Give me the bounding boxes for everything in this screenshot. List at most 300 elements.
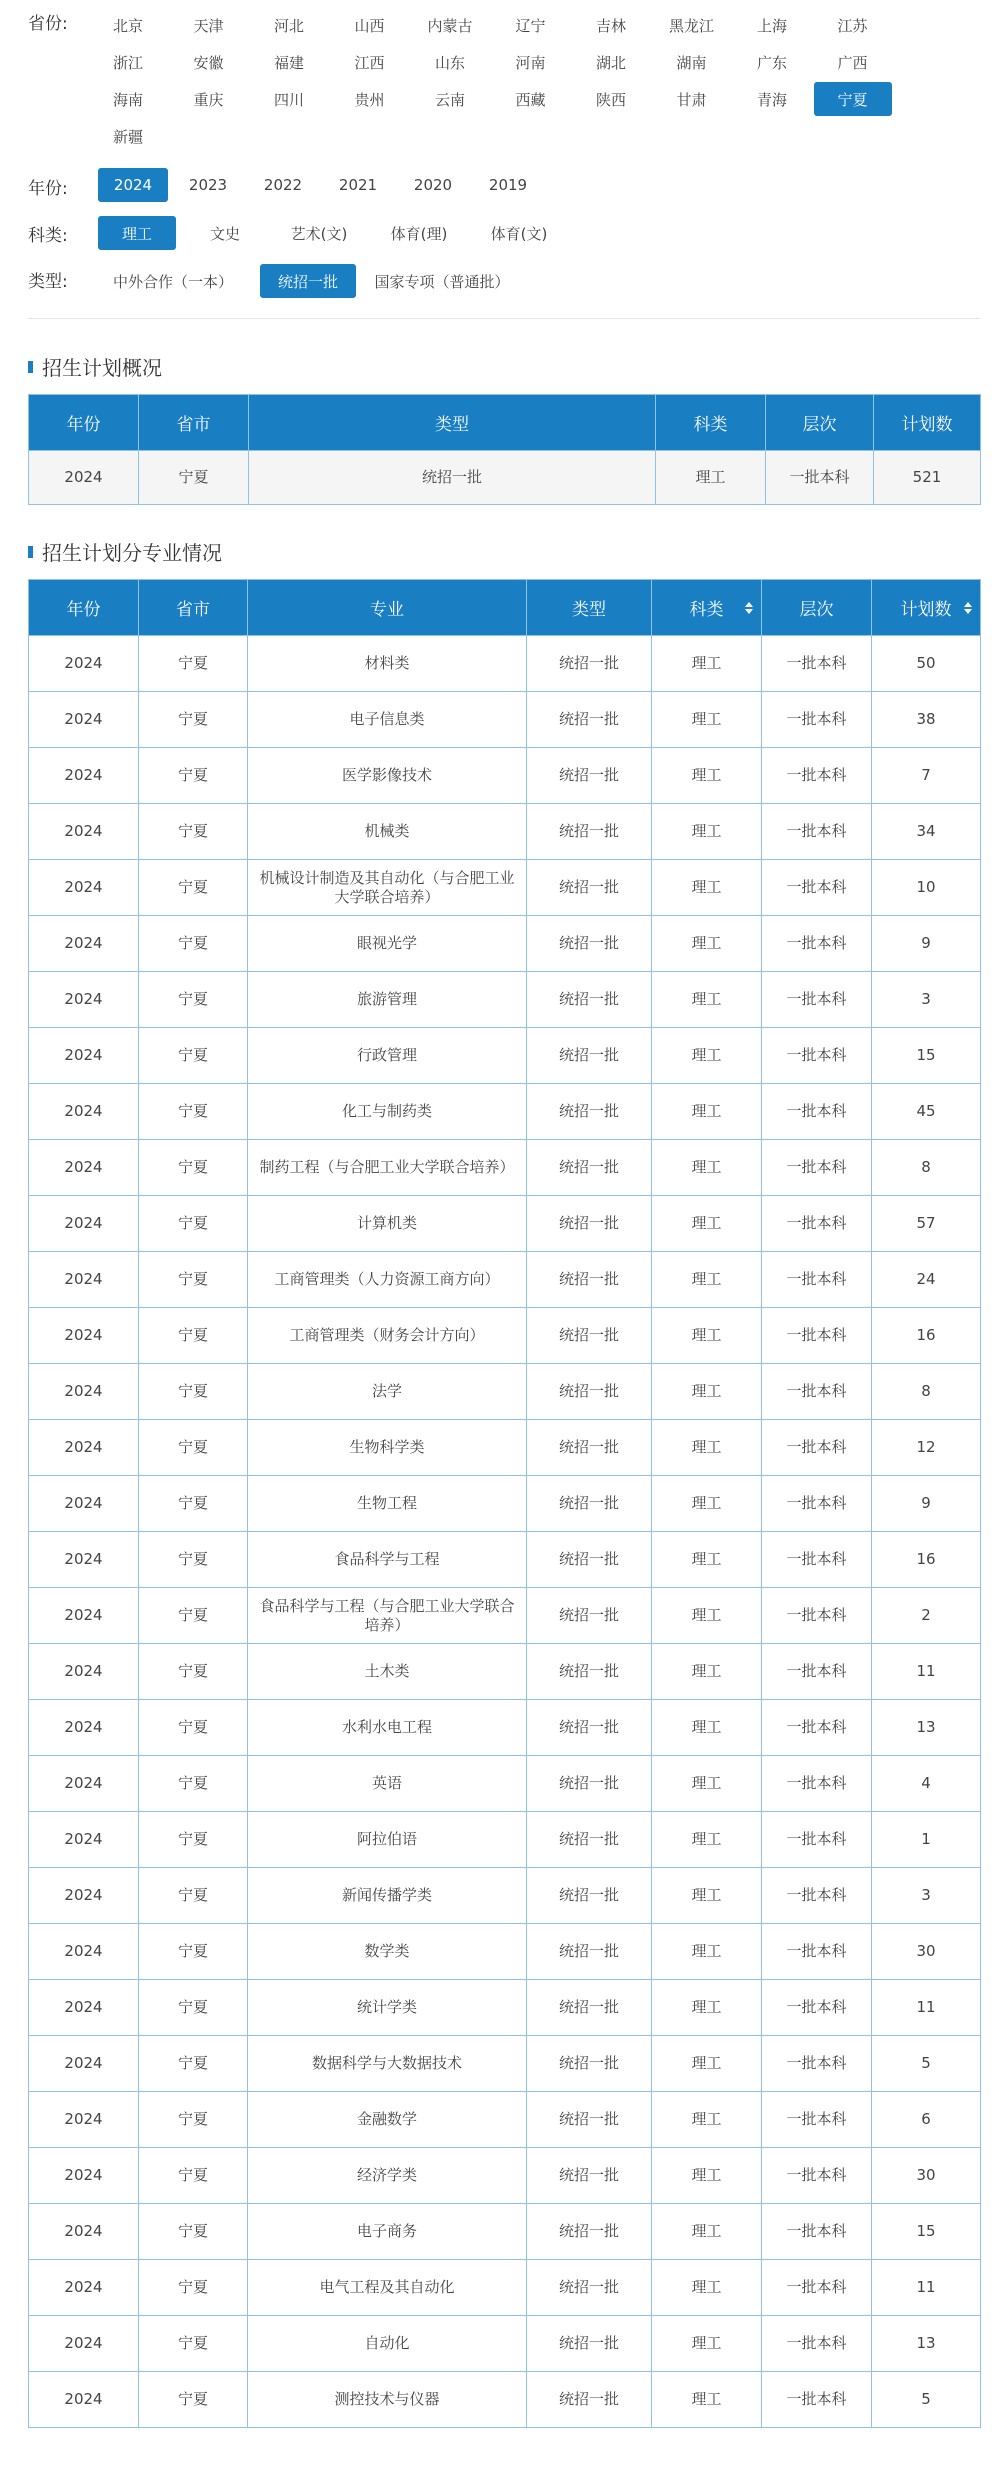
column-header-label: 类型	[572, 600, 606, 620]
table-cell: 宁夏	[139, 1140, 248, 1196]
column-header: 省市	[139, 395, 249, 451]
table-cell: 一批本科	[762, 748, 872, 804]
table-cell: 一批本科	[762, 1644, 872, 1700]
major-name-cell: 数学类	[248, 1924, 527, 1980]
type-label: 类型:	[28, 272, 68, 292]
province-option[interactable]: 云南	[434, 90, 465, 109]
table-cell: 统招一批	[527, 2372, 652, 2428]
table-cell: 521	[874, 451, 981, 505]
table-cell: 理工	[652, 2260, 762, 2316]
table-cell: 理工	[652, 916, 762, 972]
column-header	[762, 580, 872, 636]
table-cell: 理工	[652, 2204, 762, 2260]
table-row	[29, 748, 981, 804]
table-cell: 统招一批	[527, 1700, 652, 1756]
province-option[interactable]: 江西	[354, 53, 385, 72]
table-cell: 宁夏	[139, 1700, 248, 1756]
majors-title: 招生计划分专业情况	[42, 541, 222, 565]
province-option[interactable]: 福建	[273, 53, 304, 72]
year-option[interactable]: 2023	[188, 176, 228, 194]
column-header-label: 专业	[370, 600, 404, 620]
type-option[interactable]: 统招一批	[260, 264, 356, 298]
table-cell: 统招一批	[527, 1196, 652, 1252]
table-row	[29, 1980, 981, 2036]
table-cell: 2024	[29, 1924, 139, 1980]
province-option[interactable]: 天津	[193, 16, 224, 35]
table-cell: 宁夏	[139, 1196, 248, 1252]
year-options	[98, 168, 548, 202]
major-name-cell: 化工与制药类	[248, 1084, 527, 1140]
column-header	[29, 580, 139, 636]
table-row	[29, 1308, 981, 1364]
table-cell: 统招一批	[527, 1980, 652, 2036]
major-name-cell: 食品科学与工程	[248, 1532, 527, 1588]
table-cell: 理工	[652, 1028, 762, 1084]
table-cell: 宁夏	[139, 451, 249, 505]
table-cell: 2024	[29, 972, 139, 1028]
table-cell: 统招一批	[527, 692, 652, 748]
year-option[interactable]: 2022	[263, 176, 303, 194]
table-cell: 一批本科	[762, 1812, 872, 1868]
province-option[interactable]: 青海	[756, 90, 787, 109]
table-cell: 宁夏	[139, 1756, 248, 1812]
table-cell: 一批本科	[762, 2092, 872, 2148]
title-marker	[28, 546, 33, 558]
table-cell: 2024	[29, 1140, 139, 1196]
subject-option[interactable]: 理工	[98, 216, 176, 250]
table-cell: 一批本科	[762, 2036, 872, 2092]
table-cell: 统招一批	[527, 1756, 652, 1812]
table-row	[29, 860, 981, 916]
province-option[interactable]: 浙江	[112, 53, 143, 72]
province-option[interactable]: 上海	[756, 16, 787, 35]
table-cell: 宁夏	[139, 1084, 248, 1140]
table-cell: 宁夏	[139, 2204, 248, 2260]
table-cell: 宁夏	[139, 1644, 248, 1700]
major-name-cell: 工商管理类（人力资源工商方向）	[248, 1252, 527, 1308]
table-cell: 13	[872, 1700, 981, 1756]
table-row	[29, 916, 981, 972]
table-cell: 宁夏	[139, 1868, 248, 1924]
table-cell: 2024	[29, 2316, 139, 2372]
table-cell: 2024	[29, 1028, 139, 1084]
table-cell: 理工	[652, 1364, 762, 1420]
major-name-cell: 工商管理类（财务会计方向）	[248, 1308, 527, 1364]
major-name-cell: 食品科学与工程（与合肥工业大学联合培养）	[248, 1588, 527, 1644]
table-cell: 统招一批	[527, 1420, 652, 1476]
table-cell: 2024	[29, 1252, 139, 1308]
province-option[interactable]: 山东	[434, 53, 465, 72]
table-cell: 宁夏	[139, 916, 248, 972]
table-cell: 统招一批	[527, 804, 652, 860]
table-cell: 34	[872, 804, 981, 860]
table-cell: 10	[872, 860, 981, 916]
table-cell: 1	[872, 1812, 981, 1868]
table-cell: 一批本科	[762, 1756, 872, 1812]
subject-filter	[28, 219, 98, 253]
table-row	[29, 1364, 981, 1420]
type-options	[98, 264, 528, 298]
table-cell: 理工	[652, 2372, 762, 2428]
major-name-cell: 数据科学与大数据技术	[248, 2036, 527, 2092]
table-cell: 一批本科	[762, 1980, 872, 2036]
major-name-cell: 生物科学类	[248, 1420, 527, 1476]
title-marker	[28, 361, 33, 373]
table-row	[29, 1588, 981, 1644]
table-cell: 57	[872, 1196, 981, 1252]
table-row	[29, 1140, 981, 1196]
table-row	[29, 1252, 981, 1308]
table-cell: 2024	[29, 1812, 139, 1868]
province-option[interactable]: 宁夏	[814, 82, 892, 116]
table-cell: 5	[872, 2036, 981, 2092]
table-cell: 理工	[652, 1308, 762, 1364]
subject-option[interactable]: 体育(理)	[390, 224, 448, 243]
table-cell: 统招一批	[527, 860, 652, 916]
province-option[interactable]: 河南	[515, 53, 546, 72]
major-name-cell: 统计学类	[248, 1980, 527, 2036]
table-cell: 理工	[652, 804, 762, 860]
table-cell: 统招一批	[527, 1588, 652, 1644]
table-cell: 16	[872, 1532, 981, 1588]
table-cell: 统招一批	[527, 1364, 652, 1420]
table-cell: 宁夏	[139, 972, 248, 1028]
province-option[interactable]: 山西	[354, 16, 385, 35]
major-name-cell: 土木类	[248, 1644, 527, 1700]
column-header: 科类	[656, 395, 766, 451]
table-row	[29, 1644, 981, 1700]
sort-icon[interactable]	[745, 602, 753, 614]
column-header	[248, 580, 527, 636]
table-cell: 一批本科	[762, 1588, 872, 1644]
year-option[interactable]: 2024	[98, 168, 168, 202]
table-cell: 宁夏	[139, 1028, 248, 1084]
table-cell: 理工	[652, 860, 762, 916]
table-cell: 一批本科	[762, 1140, 872, 1196]
major-name-cell: 机械设计制造及其自动化（与合肥工业大学联合培养）	[248, 860, 527, 916]
table-cell: 一批本科	[762, 972, 872, 1028]
table-cell: 24	[872, 1252, 981, 1308]
table-cell: 理工	[652, 636, 762, 692]
type-option[interactable]: 中外合作（一本）	[112, 272, 233, 291]
table-cell: 宁夏	[139, 2260, 248, 2316]
year-label: 年份:	[28, 179, 68, 199]
year-option[interactable]: 2021	[338, 176, 378, 194]
major-name-cell: 眼视光学	[248, 916, 527, 972]
table-cell: 2024	[29, 860, 139, 916]
table-cell: 宁夏	[139, 1476, 248, 1532]
table-cell: 宁夏	[139, 748, 248, 804]
table-cell: 宁夏	[139, 1308, 248, 1364]
table-row	[29, 1084, 981, 1140]
table-cell: 2024	[29, 2148, 139, 2204]
table-cell: 统招一批	[527, 1308, 652, 1364]
column-header: 类型	[249, 395, 656, 451]
province-option[interactable]: 广东	[756, 53, 787, 72]
subject-option[interactable]: 体育(文)	[490, 224, 548, 243]
table-cell: 2024	[29, 636, 139, 692]
table-cell: 一批本科	[762, 1252, 872, 1308]
province-option[interactable]: 重庆	[193, 90, 224, 109]
table-row	[29, 2036, 981, 2092]
table-row	[29, 1196, 981, 1252]
table-cell: 统招一批	[527, 2148, 652, 2204]
type-option[interactable]: 国家专项（普通批）	[374, 272, 510, 291]
table-cell: 一批本科	[762, 2148, 872, 2204]
table-cell: 统招一批	[527, 972, 652, 1028]
major-name-cell: 测控技术与仪器	[248, 2372, 527, 2428]
majors-table	[28, 579, 981, 2428]
divider	[28, 318, 980, 319]
table-cell: 11	[872, 1980, 981, 2036]
column-header-label: 层次	[799, 600, 834, 620]
table-cell: 30	[872, 1924, 981, 1980]
table-cell: 一批本科	[762, 1084, 872, 1140]
province-option[interactable]: 内蒙古	[427, 16, 473, 35]
table-cell: 16	[872, 1308, 981, 1364]
table-cell: 统招一批	[527, 2260, 652, 2316]
table-cell: 宁夏	[139, 2148, 248, 2204]
summary-title: 招生计划概况	[42, 356, 162, 380]
table-cell: 统招一批	[527, 1476, 652, 1532]
province-option[interactable]: 黑龙江	[668, 16, 714, 35]
table-cell: 统招一批	[527, 2204, 652, 2260]
column-header[interactable]	[652, 580, 762, 636]
table-cell: 统招一批	[527, 1812, 652, 1868]
table-cell: 宁夏	[139, 1364, 248, 1420]
table-cell: 理工	[652, 1644, 762, 1700]
table-cell: 统招一批	[527, 916, 652, 972]
major-name-cell: 英语	[248, 1756, 527, 1812]
table-cell: 9	[872, 1476, 981, 1532]
province-option[interactable]: 新疆	[112, 127, 143, 146]
table-row	[29, 2092, 981, 2148]
table-cell: 3	[872, 1868, 981, 1924]
table-cell: 理工	[652, 1196, 762, 1252]
table-cell: 3	[872, 972, 981, 1028]
province-option[interactable]: 吉林	[595, 16, 626, 35]
column-header-label: 年份	[66, 600, 101, 620]
major-name-cell: 制药工程（与合肥工业大学联合培养）	[248, 1140, 527, 1196]
table-cell: 一批本科	[762, 1028, 872, 1084]
table-cell: 45	[872, 1084, 981, 1140]
table-cell: 一批本科	[766, 451, 874, 505]
province-option[interactable]: 海南	[112, 90, 143, 109]
table-cell: 11	[872, 1644, 981, 1700]
table-cell: 宁夏	[139, 2036, 248, 2092]
table-cell: 宁夏	[139, 636, 248, 692]
table-cell: 统招一批	[527, 1644, 652, 1700]
table-cell: 宁夏	[139, 692, 248, 748]
table-cell: 7	[872, 748, 981, 804]
table-cell: 宁夏	[139, 1532, 248, 1588]
table-cell: 理工	[652, 748, 762, 804]
table-cell: 2024	[29, 1756, 139, 1812]
table-cell: 宁夏	[139, 1980, 248, 2036]
table-row	[29, 1868, 981, 1924]
table-cell: 8	[872, 1364, 981, 1420]
table-cell: 一批本科	[762, 1420, 872, 1476]
subject-option[interactable]: 艺术(文)	[290, 224, 348, 243]
table-cell: 38	[872, 692, 981, 748]
table-row	[29, 636, 981, 692]
major-name-cell: 行政管理	[248, 1028, 527, 1084]
table-cell: 2024	[29, 1084, 139, 1140]
subject-label: 科类:	[28, 226, 68, 246]
table-cell: 统招一批	[249, 451, 656, 505]
province-option[interactable]: 河北	[273, 16, 304, 35]
table-cell: 统招一批	[527, 1252, 652, 1308]
table-cell: 统招一批	[527, 636, 652, 692]
table-cell: 理工	[652, 1812, 762, 1868]
year-option[interactable]: 2020	[413, 176, 453, 194]
province-option[interactable]: 陕西	[595, 90, 626, 109]
subject-option[interactable]: 文史	[209, 224, 240, 243]
type-filter	[28, 265, 98, 299]
summary-header-row	[29, 395, 981, 451]
table-cell: 2024	[29, 2260, 139, 2316]
table-cell: 理工	[652, 2148, 762, 2204]
table-row	[29, 1476, 981, 1532]
table-cell: 一批本科	[762, 1532, 872, 1588]
province-option[interactable]: 贵州	[354, 90, 385, 109]
table-row	[29, 1700, 981, 1756]
table-cell: 统招一批	[527, 1868, 652, 1924]
sort-icon[interactable]	[964, 602, 972, 614]
table-cell: 5	[872, 2372, 981, 2428]
table-cell: 一批本科	[762, 1868, 872, 1924]
table-cell: 12	[872, 1420, 981, 1476]
province-option[interactable]: 北京	[112, 16, 143, 35]
table-cell: 2024	[29, 1532, 139, 1588]
major-name-cell: 材料类	[248, 636, 527, 692]
table-cell: 一批本科	[762, 1700, 872, 1756]
table-cell: 理工	[652, 1756, 762, 1812]
table-cell: 一批本科	[762, 916, 872, 972]
table-cell: 一批本科	[762, 2260, 872, 2316]
province-option[interactable]: 安徽	[193, 53, 224, 72]
table-cell: 统招一批	[527, 1084, 652, 1140]
year-option[interactable]: 2019	[488, 176, 528, 194]
table-cell: 理工	[652, 2316, 762, 2372]
table-cell: 理工	[652, 1980, 762, 2036]
table-row	[29, 804, 981, 860]
province-option[interactable]: 四川	[273, 90, 304, 109]
table-cell: 一批本科	[762, 1196, 872, 1252]
province-option[interactable]: 西藏	[515, 90, 546, 109]
subject-options	[98, 216, 574, 250]
summary-table	[28, 394, 981, 505]
major-name-cell: 电气工程及其自动化	[248, 2260, 527, 2316]
column-header	[139, 580, 248, 636]
table-cell: 宁夏	[139, 1588, 248, 1644]
table-cell: 2024	[29, 1588, 139, 1644]
table-cell: 15	[872, 1028, 981, 1084]
province-option[interactable]: 辽宁	[515, 16, 546, 35]
table-row	[29, 2204, 981, 2260]
table-cell: 2024	[29, 1364, 139, 1420]
table-cell: 理工	[656, 451, 766, 505]
table-cell: 理工	[652, 1140, 762, 1196]
major-name-cell: 水利水电工程	[248, 1700, 527, 1756]
table-row	[29, 692, 981, 748]
table-cell: 30	[872, 2148, 981, 2204]
major-name-cell: 金融数学	[248, 2092, 527, 2148]
column-header[interactable]	[872, 580, 981, 636]
column-header	[527, 580, 652, 636]
table-cell: 13	[872, 2316, 981, 2372]
table-row	[29, 972, 981, 1028]
column-header: 计划数	[874, 395, 981, 451]
table-cell: 2024	[29, 1700, 139, 1756]
table-cell: 2024	[29, 2092, 139, 2148]
table-cell: 一批本科	[762, 804, 872, 860]
table-cell: 2024	[29, 916, 139, 972]
major-name-cell: 生物工程	[248, 1476, 527, 1532]
table-cell: 理工	[652, 1476, 762, 1532]
table-row	[29, 2316, 981, 2372]
province-option[interactable]: 江苏	[837, 16, 868, 35]
table-cell: 11	[872, 2260, 981, 2316]
column-header: 年份	[29, 395, 139, 451]
table-row	[29, 1028, 981, 1084]
table-cell: 统招一批	[527, 2092, 652, 2148]
province-option[interactable]: 湖北	[595, 53, 626, 72]
table-row	[29, 1420, 981, 1476]
province-label: 省份:	[28, 14, 68, 34]
column-header-label: 计划数	[900, 600, 952, 620]
table-row	[29, 2260, 981, 2316]
year-filter	[28, 172, 98, 206]
table-cell: 宁夏	[139, 2316, 248, 2372]
table-cell: 宁夏	[139, 2372, 248, 2428]
major-name-cell: 电子商务	[248, 2204, 527, 2260]
table-cell: 2024	[29, 2372, 139, 2428]
table-cell: 2024	[29, 748, 139, 804]
table-cell: 2024	[29, 1308, 139, 1364]
table-cell: 一批本科	[762, 1476, 872, 1532]
table-cell: 理工	[652, 2036, 762, 2092]
province-option[interactable]: 广西	[837, 53, 868, 72]
province-option[interactable]: 甘肃	[676, 90, 707, 109]
major-name-cell: 医学影像技术	[248, 748, 527, 804]
table-cell: 宁夏	[139, 860, 248, 916]
province-option[interactable]: 湖南	[676, 53, 707, 72]
table-cell: 理工	[652, 2092, 762, 2148]
table-cell: 2024	[29, 1196, 139, 1252]
table-cell: 2024	[29, 804, 139, 860]
table-cell: 统招一批	[527, 1028, 652, 1084]
table-cell: 2024	[29, 1644, 139, 1700]
table-row	[29, 1756, 981, 1812]
table-cell: 统招一批	[527, 748, 652, 804]
table-cell: 2024	[29, 692, 139, 748]
table-cell: 一批本科	[762, 692, 872, 748]
table-cell: 理工	[652, 1588, 762, 1644]
major-name-cell: 计算机类	[248, 1196, 527, 1252]
major-name-cell: 经济学类	[248, 2148, 527, 2204]
table-row	[29, 1924, 981, 1980]
table-cell: 6	[872, 2092, 981, 2148]
table-cell: 2024	[29, 2036, 139, 2092]
table-cell: 一批本科	[762, 1308, 872, 1364]
table-cell: 8	[872, 1140, 981, 1196]
table-cell: 50	[872, 636, 981, 692]
table-cell: 2024	[29, 451, 139, 505]
table-row	[29, 2148, 981, 2204]
table-cell: 宁夏	[139, 1812, 248, 1868]
table-cell: 2	[872, 1588, 981, 1644]
